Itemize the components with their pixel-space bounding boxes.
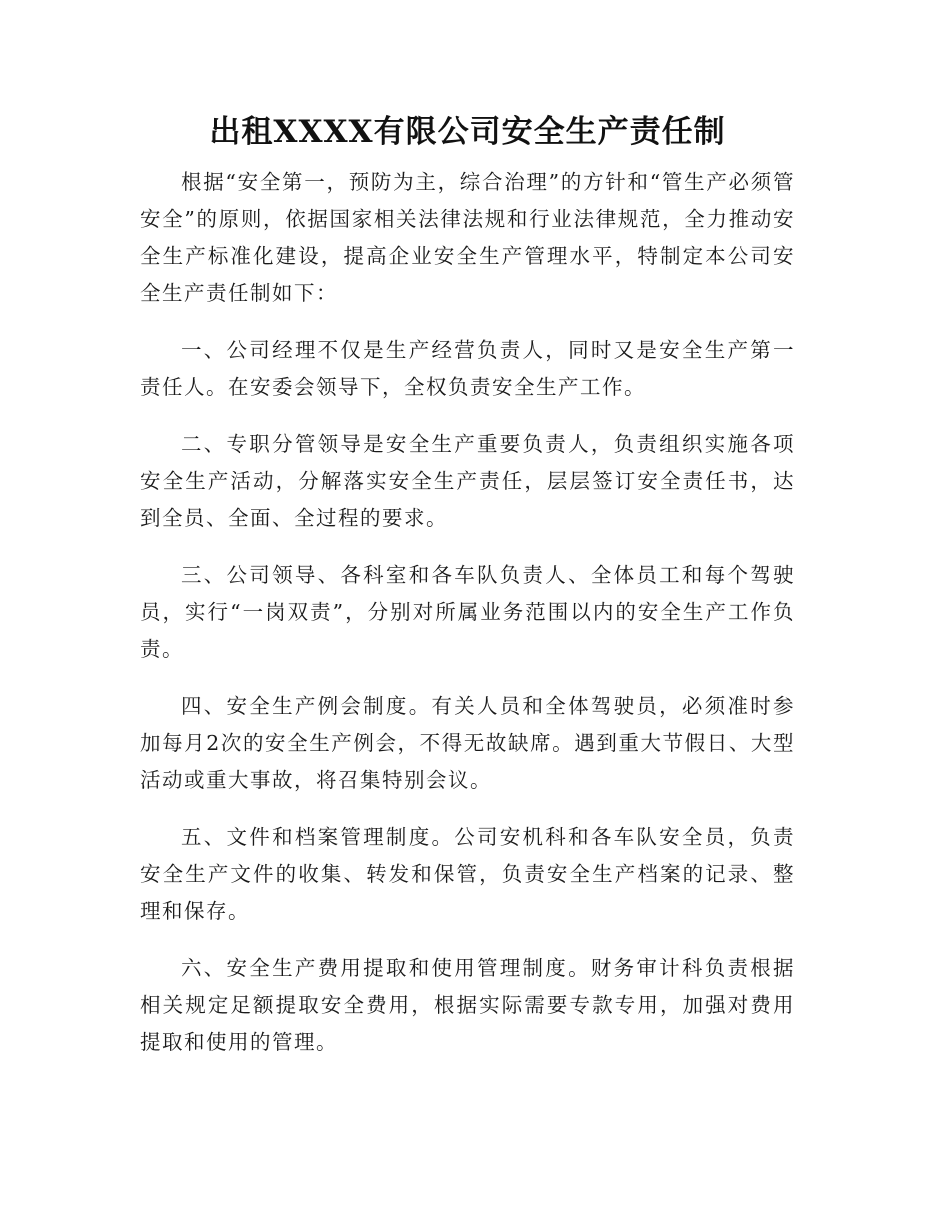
document-title: 出租XXXX有限公司安全生产责任制 xyxy=(209,114,726,150)
paragraph-intro: 根据“安全第一，预防为主，综合治理”的方针和“管生产必须管安全”的原则，依据国家相关法律法规和行业法律规范，全力推动安全生产标准化建设，提高企业安全生产管理水平，特制定本公司安全生产责任制如下： xyxy=(140,170,795,305)
document-body xyxy=(140,164,795,1081)
paragraph-item-5: 五、文件和档案管理制度。公司安机科和各车队安全员，负责安全生产文件的收集、转发和保管，负责安全生产档案的记录、整理和保存。 xyxy=(140,825,795,923)
paragraph-item-3: 三、公司领导、各科室和各车队负责人、全体员工和每个驾驶员，实行“一岗双责”，分别对所属业务范围以内的安全生产工作负责。 xyxy=(140,563,795,661)
paragraph-item-6: 六、安全生产费用提取和使用管理制度。财务审计科负责根据相关规定足额提取安全费用，根据实际需要专款专用，加强对费用提取和使用的管理。 xyxy=(140,956,795,1054)
paragraph-item-1: 一、公司经理不仅是生产经营负责人，同时又是安全生产第一责任人。在安委会领导下，全权负责安全生产工作。 xyxy=(140,338,795,399)
paragraph-item-4: 四、安全生产例会制度。有关人员和全体驾驶员，必须准时参加每月2次的安全生产例会，不得无故缺席。遇到重大节假日、大型活动或重大事故，将召集特别会议。 xyxy=(140,694,795,792)
paragraph-item-2: 二、专职分管领导是安全生产重要负责人，负责组织实施各项安全生产活动，分解落实安全生产责任，层层签订安全责任书，达到全员、全面、全过程的要求。 xyxy=(140,432,795,530)
